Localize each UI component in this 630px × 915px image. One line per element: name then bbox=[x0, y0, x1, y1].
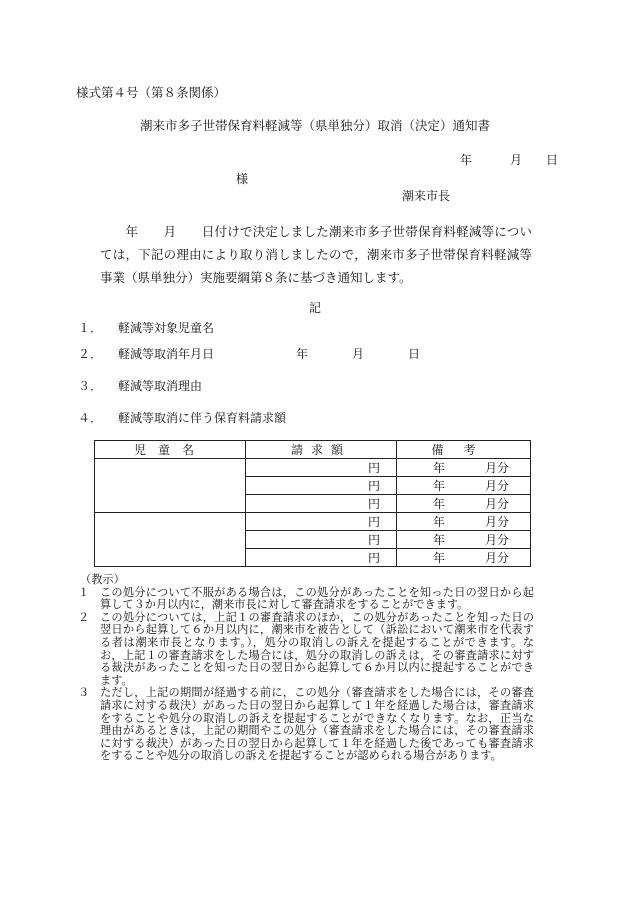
amount-cell: 円 bbox=[246, 495, 397, 513]
body-paragraph: 年 月 日付けで決定しました潮来市多子世帯保育料軽減等については，下記の理由により取り消しましたので，潮来市多子世帯保育料軽減等事業（県単独分）実施要綱第８条に基づき通知します。 bbox=[100, 224, 532, 285]
amount-cell: 円 bbox=[246, 531, 397, 549]
form-number: 様式第４号（第８条関係） bbox=[76, 85, 227, 100]
cancel-date-month-label: 月 bbox=[352, 347, 365, 361]
header-child-name: 児童名 bbox=[95, 441, 246, 459]
addressee-suffix: 様 bbox=[236, 172, 249, 186]
item-child-name bbox=[78, 319, 214, 336]
cancel-date-fields bbox=[296, 345, 420, 362]
remarks-cell: 年 月分 bbox=[397, 459, 531, 477]
document-title: 潮来市多子世帯保育料軽減等（県単独分）取消（決定）通知書 bbox=[139, 118, 490, 133]
instruction-text: この処分については，上記１の審査請求のほか，この処分があったことを知った日の翌日から起算して６か月以内に，潮来市を被告として（訴訟において潮来市を代表する者は潮来市長となります。），処分の取消しの訴えを提起することができます。なお，上記１の審査請求をした場合には，処分の取消しの訴えは，その審査請求に対する裁決があったことを知った日の翌日から起算して６か月以内に提起することができます。 bbox=[100, 610, 534, 687]
child-name-cell bbox=[95, 459, 246, 513]
table-row bbox=[95, 513, 531, 531]
remarks-cell: 年 月分 bbox=[397, 531, 531, 549]
issue-date-line bbox=[460, 151, 560, 168]
cancel-date-day-label: 日 bbox=[408, 347, 421, 361]
instruction-text: この処分について不服がある場合は，この処分があったことを知った日の翌日から起算して３か月以内に，潮来市長に対して審査請求をすることができます。 bbox=[100, 585, 534, 612]
child-name-cell bbox=[95, 513, 246, 567]
item-cancel-date bbox=[78, 345, 214, 362]
billing-table bbox=[94, 440, 531, 567]
amount-cell: 円 bbox=[246, 459, 397, 477]
item-number: ２． bbox=[78, 347, 103, 361]
header-remarks: 備考 bbox=[397, 441, 531, 459]
instruction-number: ３ bbox=[78, 686, 90, 700]
date-year-label: 年 bbox=[460, 153, 473, 167]
instructions-section bbox=[78, 574, 534, 763]
instruction-item bbox=[78, 687, 534, 763]
item-number: １． bbox=[78, 321, 103, 335]
instruction-text: ただし，上記の期間が経過する前に，この処分（審査請求をした場合には，その審査請求に対する裁決）があった日の翌日から起算して１年を経過した場合は，審査請求をすることや処分の取消しの訴えを提起することができなくなります。なお，正当な理由があるときは，上記の期間やこの処分（審査請求をした場合には，その審査請求に対する裁決）があった日の翌日から起算して１年を経過した後であっても審査請求をすることや処分の取消しの訴えを提起することが認められる場合があります。 bbox=[100, 686, 534, 763]
date-day-label: 日 bbox=[546, 153, 559, 167]
instruction-number: １ bbox=[78, 585, 90, 599]
amount-cell: 円 bbox=[246, 513, 397, 531]
instructions-header: （教示） bbox=[80, 573, 125, 586]
remarks-cell: 年 月分 bbox=[397, 513, 531, 531]
instruction-item bbox=[78, 612, 534, 688]
item-number: ３． bbox=[78, 379, 103, 393]
table-header-row bbox=[95, 441, 531, 459]
cancel-date-year-label: 年 bbox=[296, 347, 309, 361]
instruction-number: ２ bbox=[78, 610, 90, 624]
ki-heading: 記 bbox=[308, 301, 321, 315]
item-cancel-reason bbox=[78, 377, 202, 394]
remarks-cell: 年 月分 bbox=[397, 495, 531, 513]
table-row bbox=[95, 459, 531, 477]
date-month-label: 月 bbox=[510, 153, 523, 167]
item-label: 軽減等取消に伴う保育料請求額 bbox=[118, 411, 287, 425]
item-label: 軽減等対象児童名 bbox=[118, 321, 215, 335]
remarks-cell: 年 月分 bbox=[397, 477, 531, 495]
amount-cell: 円 bbox=[246, 477, 397, 495]
item-billing-amount bbox=[78, 409, 286, 426]
issuer-name: 潮来市長 bbox=[402, 189, 451, 203]
remarks-cell: 年 月分 bbox=[397, 549, 531, 567]
header-billing-amount: 請求額 bbox=[246, 441, 397, 459]
item-number: ４． bbox=[78, 411, 103, 425]
amount-cell: 円 bbox=[246, 549, 397, 567]
item-label: 軽減等取消理由 bbox=[118, 379, 203, 393]
instruction-item bbox=[78, 587, 534, 612]
item-label: 軽減等取消年月日 bbox=[118, 347, 215, 361]
